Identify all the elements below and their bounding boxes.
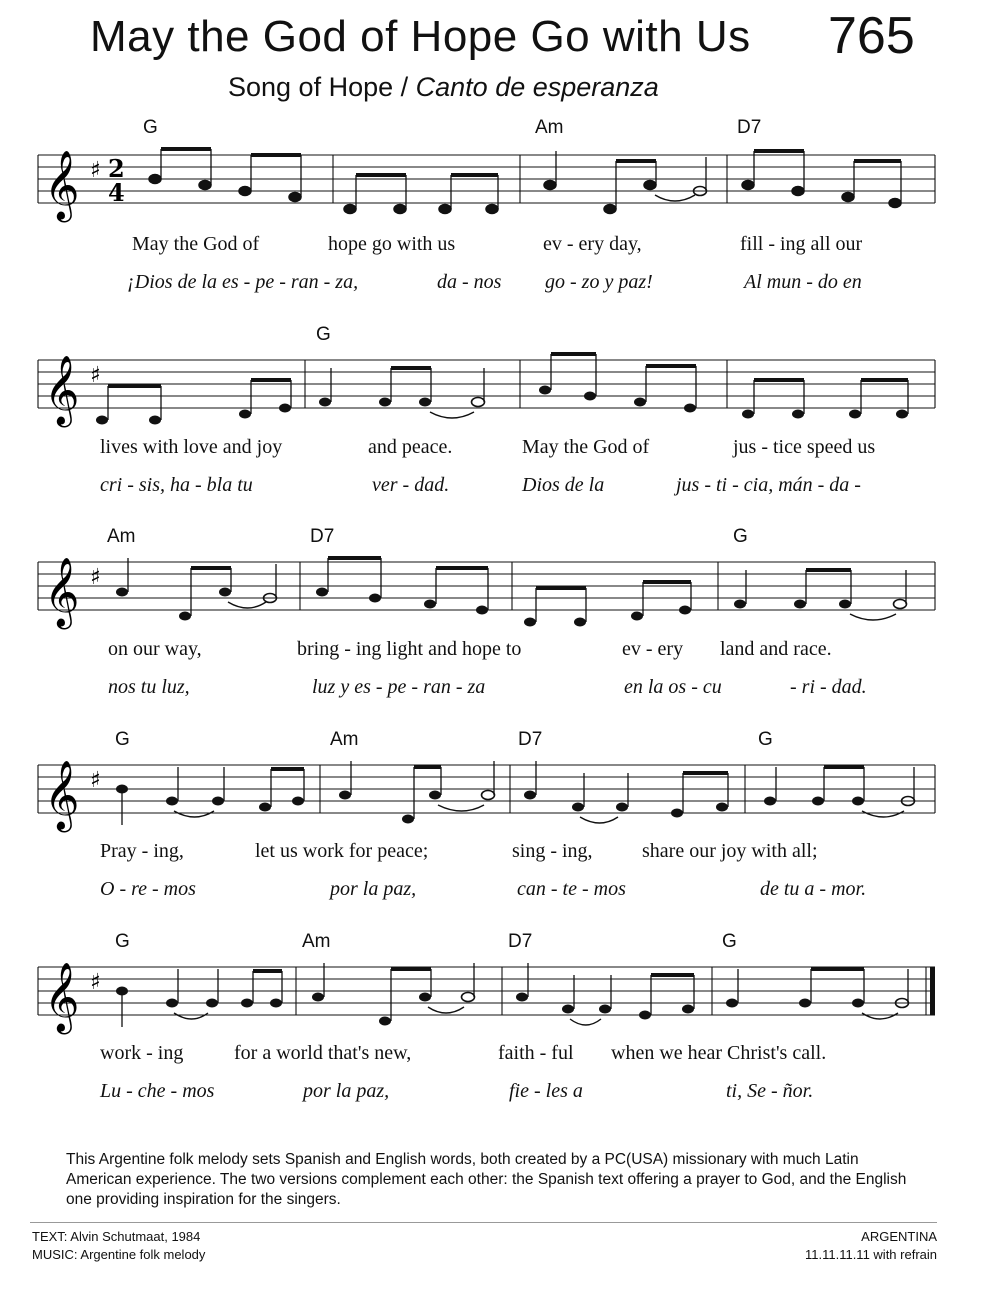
staff-3	[0, 522, 983, 632]
chord-label: G	[143, 117, 158, 138]
chord-label: D7	[508, 931, 533, 952]
svg-text:𝄞: 𝄞	[44, 557, 80, 627]
english-lyric: ev - ery	[622, 638, 684, 660]
chord-label: D7	[737, 117, 762, 138]
spanish-lyric: por la paz,	[303, 1080, 390, 1102]
chord-label: G	[115, 729, 130, 750]
svg-text:♯: ♯	[90, 768, 101, 793]
english-lyric: work - ing	[100, 1042, 184, 1064]
hymn-note: This Argentine folk melody sets Spanish and English words, both created by a PC(USA) missionary with much Latin American experience. The two versions complement each other: the Spanish text offering a prayer to God, and the English one providing inspiration for the singers.	[66, 1151, 907, 1208]
spanish-lyric: en la os - cu	[624, 676, 722, 698]
hymn-title: May the God of Hope Go with Us	[90, 12, 751, 61]
music-system-4	[0, 725, 983, 925]
english-lyric: bring - ing light and hope to	[297, 638, 522, 660]
english-lyric: share our joy with all;	[642, 840, 818, 862]
english-lyric: faith - ful	[498, 1042, 574, 1064]
spanish-lyric: go - zo y paz!	[545, 271, 653, 293]
music-system-3	[0, 522, 983, 722]
music-system-5	[0, 927, 983, 1127]
spanish-lyric: can - te - mos	[517, 878, 626, 900]
english-lyric: when we hear Christ's call.	[611, 1042, 827, 1064]
english-lyric: sing - ing,	[512, 840, 593, 862]
spanish-lyric: - ri - dad.	[790, 676, 867, 698]
english-lyric: lives with love and joy	[100, 436, 283, 458]
english-lyric: May the God of	[522, 436, 650, 458]
spanish-lyric: Lu - che - mos	[100, 1080, 215, 1102]
spanish-lyric: ¡Dios de la es - pe - ran - za,	[127, 271, 359, 293]
english-lyric: Pray - ing,	[100, 840, 184, 862]
spanish-lyric: ti, Se - ñor.	[726, 1080, 814, 1102]
spanish-lyric: de tu a - mor.	[760, 878, 867, 900]
spanish-lyric: da - nos	[437, 271, 502, 293]
chord-label: Am	[330, 729, 359, 750]
hymn-subtitle	[228, 72, 659, 103]
chord-label: G	[722, 931, 737, 952]
svg-text:♯: ♯	[90, 363, 101, 388]
spanish-lyric: luz y es - pe - ran - za	[312, 676, 486, 698]
english-lyric: hope go with us	[328, 233, 456, 255]
staff-5	[0, 927, 983, 1037]
chord-label: G	[758, 729, 773, 750]
svg-text:♯: ♯	[90, 565, 101, 590]
chord-label: Am	[535, 117, 564, 138]
music-credit: MUSIC: Argentine folk melody	[32, 1247, 206, 1262]
credits-right	[805, 1228, 937, 1264]
english-lyric: fill - ing all our	[740, 233, 863, 255]
chord-label: Am	[302, 931, 331, 952]
tune-name: ARGENTINA	[861, 1229, 937, 1244]
music-system-2	[0, 320, 983, 520]
staff-2	[0, 320, 983, 430]
english-lyric: ev - ery day,	[543, 233, 642, 255]
svg-text:𝄞: 𝄞	[44, 760, 80, 830]
spanish-lyric: O - re - mos	[100, 878, 196, 900]
chord-label: D7	[310, 526, 335, 547]
english-lyric: for a world that's new,	[234, 1042, 412, 1064]
chord-label: G	[115, 931, 130, 952]
subtitle-spanish: Canto de esperanza	[415, 72, 659, 102]
svg-text:𝄞: 𝄞	[44, 962, 80, 1032]
credits-left	[32, 1228, 205, 1264]
svg-text:♯: ♯	[90, 158, 101, 183]
english-lyric: land and race.	[720, 638, 832, 660]
staff-4	[0, 725, 983, 835]
svg-text:2: 2	[108, 154, 125, 183]
chord-label: G	[733, 526, 748, 547]
svg-text:♯: ♯	[90, 970, 101, 995]
english-lyric: and peace.	[368, 436, 453, 458]
spanish-lyric: cri - sis, ha - bla tu	[100, 474, 253, 496]
svg-text:𝄞: 𝄞	[44, 355, 80, 425]
meter: 11.11.11.11 with refrain	[804, 1247, 937, 1262]
chord-label: D7	[518, 729, 543, 750]
english-lyric: on our way,	[108, 638, 202, 660]
subtitle-english: Song of Hope /	[228, 72, 416, 102]
spanish-lyric: fie - les a	[509, 1080, 583, 1102]
chord-label: G	[316, 324, 331, 345]
spanish-lyric: jus - ti - cia, mán - da -	[676, 474, 861, 496]
english-lyric: jus - tice speed us	[733, 436, 876, 458]
english-lyric: let us work for peace;	[255, 840, 429, 862]
music-system-1	[0, 115, 983, 315]
spanish-lyric: Dios de la	[522, 474, 605, 496]
svg-text:4: 4	[108, 178, 125, 207]
english-lyric: May the God of	[132, 233, 260, 255]
hymn-number: 765	[828, 7, 915, 65]
spanish-lyric: nos tu luz,	[108, 676, 190, 698]
spanish-lyric: ver - dad.	[372, 474, 450, 496]
text-credit: TEXT: Alvin Schutmaat, 1984	[32, 1229, 201, 1244]
spanish-lyric: por la paz,	[330, 878, 417, 900]
chord-label: Am	[107, 526, 136, 547]
divider	[30, 1222, 937, 1223]
spanish-lyric: Al mun - do en	[744, 271, 862, 293]
svg-text:𝄞: 𝄞	[44, 150, 80, 220]
